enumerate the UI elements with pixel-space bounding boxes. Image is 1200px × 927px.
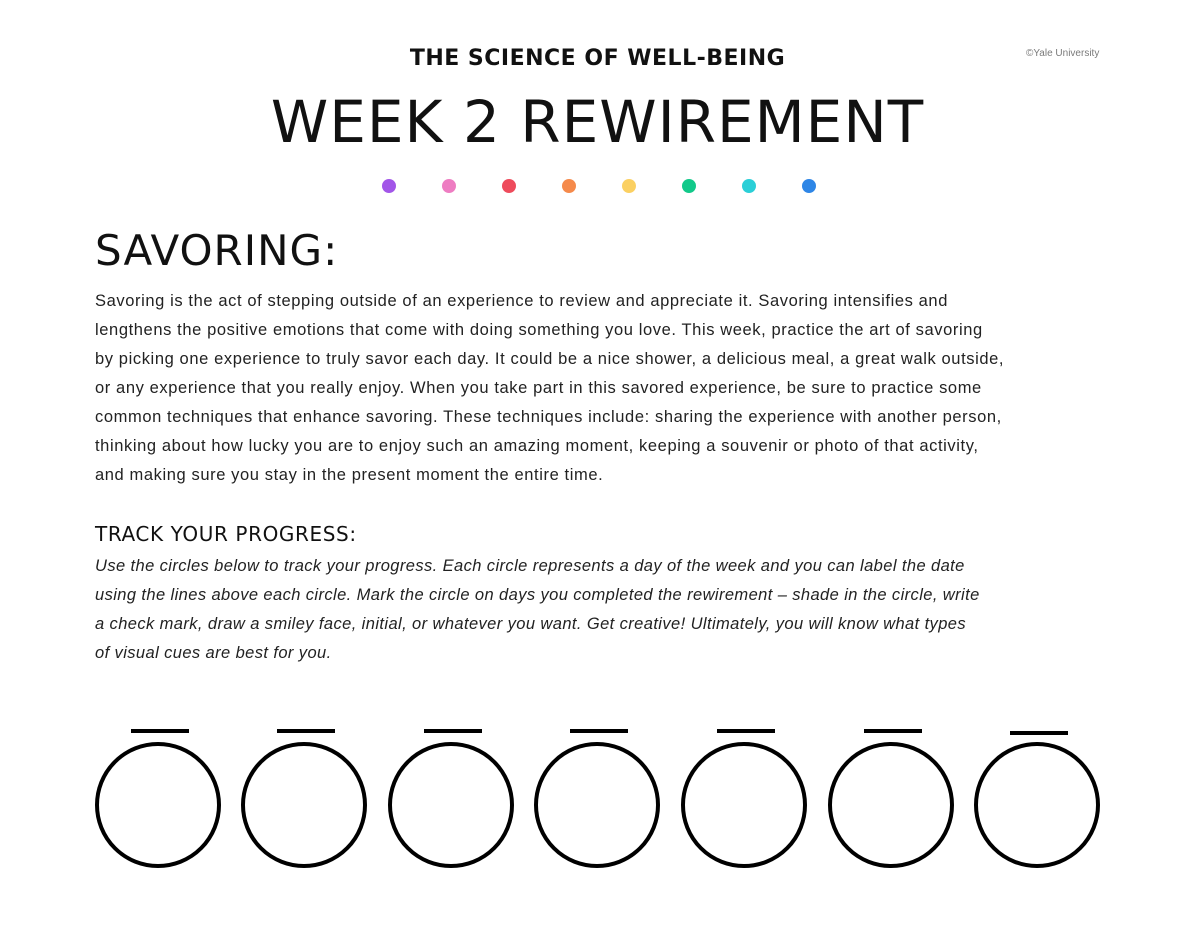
day-1-date-line[interactable] [131,729,189,733]
teal-dot [742,179,756,193]
track-progress-heading: TRACK YOUR PROGRESS: [95,522,357,546]
day-7-circle[interactable] [974,742,1100,868]
instruction-line: a check mark, draw a smiley face, initial, or whatever you want. Get creative! Ultimately, you will know what types [95,615,967,633]
day-4-circle[interactable] [534,742,660,868]
weekly-tracker [0,720,1200,890]
copyright-notice: ©Yale University [1026,48,1100,59]
course-title: THE SCIENCE OF WELL-BEING [409,46,786,71]
green-dot [682,179,696,193]
day-7-tracker [974,720,1114,880]
day-6-date-line[interactable] [864,729,922,733]
day-5-date-line[interactable] [717,729,775,733]
day-3-date-line[interactable] [424,729,482,733]
instruction-line: Use the circles below to track your progress. Each circle represents a day of the week and you can label the date [95,557,965,575]
pink-dot [442,179,456,193]
savoring-description [95,287,1105,490]
day-6-tracker [828,720,968,880]
blue-dot [802,179,816,193]
savoring-line: Savoring is the act of stepping outside of an experience to review and appreciate it. Savoring intensifies and [95,292,948,310]
day-5-circle[interactable] [681,742,807,868]
day-5-tracker [681,720,821,880]
color-dot-row [382,179,822,193]
day-1-tracker [95,720,235,880]
day-2-tracker [241,720,381,880]
red-dot [502,179,516,193]
day-2-circle[interactable] [241,742,367,868]
day-4-tracker [534,720,674,880]
day-1-circle[interactable] [95,742,221,868]
page-title: WEEK 2 REWIREMENT [270,88,925,156]
yellow-dot [622,179,636,193]
savoring-line: by picking one experience to truly savor each day. It could be a nice shower, a delicious meal, a great walk outside, [95,350,1005,368]
day-2-date-line[interactable] [277,729,335,733]
track-progress-instructions [95,552,1105,668]
purple-dot [382,179,396,193]
day-4-date-line[interactable] [570,729,628,733]
day-6-circle[interactable] [828,742,954,868]
instruction-line: of visual cues are best for you. [95,644,332,662]
savoring-line: lengthens the positive emotions that come with doing something you love. This week, practice the art of savoring [95,321,983,339]
day-3-circle[interactable] [388,742,514,868]
savoring-heading: SAVORING: [95,226,339,275]
day-3-tracker [388,720,528,880]
instruction-line: using the lines above each circle. Mark the circle on days you completed the rewirement – shade in the circle, write [95,586,980,604]
day-7-date-line[interactable] [1010,731,1068,735]
savoring-line: thinking about how lucky you are to enjoy such an amazing moment, keeping a souvenir or photo of that activity, [95,437,979,455]
orange-dot [562,179,576,193]
savoring-line: or any experience that you really enjoy. When you take part in this savored experience, be sure to practice some [95,379,982,397]
savoring-line: and making sure you stay in the present moment the entire time. [95,466,604,484]
savoring-line: common techniques that enhance savoring. These techniques include: sharing the experience with another person, [95,408,1002,426]
